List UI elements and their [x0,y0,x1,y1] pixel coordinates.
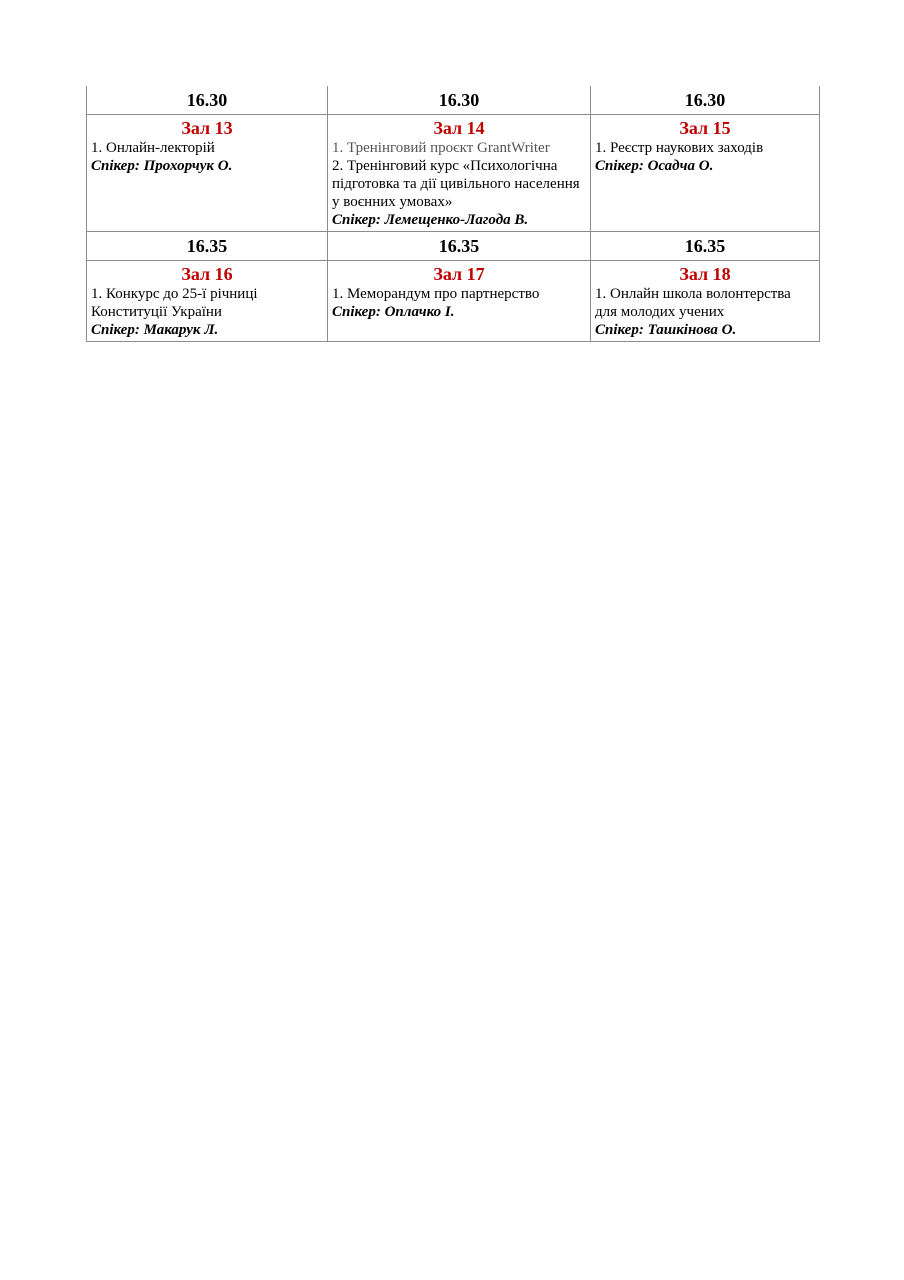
agenda-item: 1. Тренінговий проєкт GrantWriter [332,140,550,156]
time-cell: 16.35 [591,232,820,261]
time-cell: 16.30 [87,86,328,115]
agenda-item: 1. Конкурс до 25-ї річниці Конституції України [91,286,258,320]
speaker-line: Спікер: Оплачко І. [332,304,455,320]
hall-row [87,261,820,342]
speaker-line: Спікер: Лемещенко-Лагода В. [332,212,529,228]
time-row [87,86,820,115]
agenda-item: 1. Онлайн школа волонтерства для молодих учених [595,286,791,320]
hall-title: Зал 13 [181,118,233,138]
hall-cell [591,261,820,342]
time-cell: 16.30 [328,86,591,115]
time-cell: 16.35 [87,232,328,261]
hall-cell [328,115,591,232]
agenda-item: 1. Реєстр наукових заходів [595,140,764,156]
agenda-item: 1. Онлайн-лекторій [91,140,215,156]
speaker-line: Спікер: Прохорчук О. [91,158,233,174]
hall-cell [591,115,820,232]
agenda-item: 2. Тренінговий курс «Психологічна підготовка та дії цивільного населення у воєнних умовах» [332,158,580,210]
hall-cell [328,261,591,342]
hall-title: Зал 15 [679,118,731,138]
schedule-table [86,86,820,342]
speaker-line: Спікер: Осадча О. [595,158,714,174]
time-cell: 16.30 [591,86,820,115]
hall-title: Зал 14 [433,118,485,138]
time-cell: 16.35 [328,232,591,261]
time-row [87,232,820,261]
hall-cell [87,261,328,342]
speaker-line: Спікер: Ташкінова О. [595,322,737,338]
hall-cell [87,115,328,232]
agenda-item: 1. Меморандум про партнерство [332,286,540,302]
speaker-line: Спікер: Макарук Л. [91,322,219,338]
hall-title: Зал 16 [181,264,233,284]
hall-row [87,115,820,232]
hall-title: Зал 18 [679,264,731,284]
hall-title: Зал 17 [433,264,485,284]
